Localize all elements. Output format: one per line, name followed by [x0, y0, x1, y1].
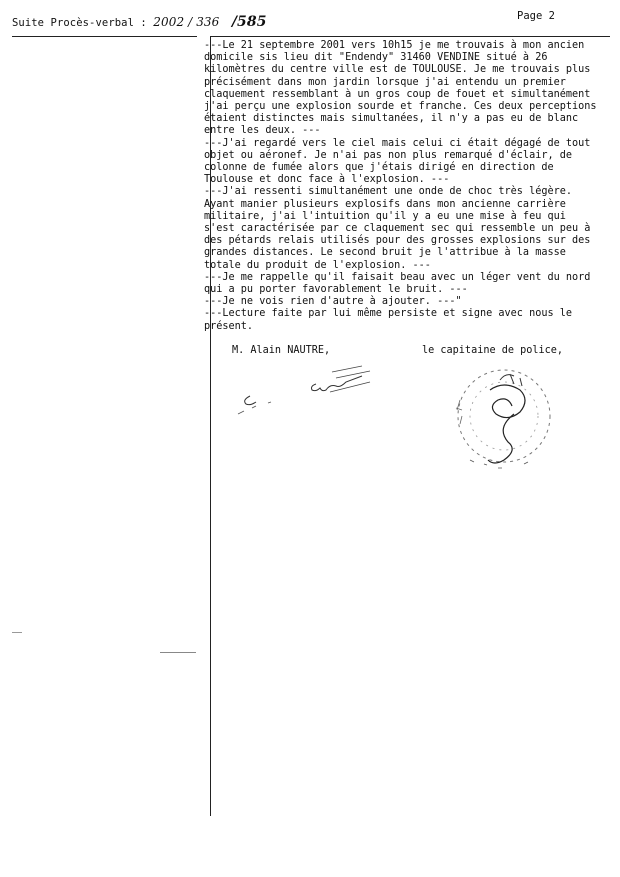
pv-handwritten-ref: 2002 / 336 [153, 15, 220, 29]
statement-line: ---Je ne vois rien d'autre à ajouter. ---" [204, 296, 462, 308]
police-stamp [440, 360, 570, 480]
header-rule-left [12, 36, 197, 37]
statement-line: ---Lecture faite par lui même persiste et signe avec nous le [204, 308, 573, 320]
statement-line: Toulouse et donc face à l'explosion. --- [204, 174, 450, 186]
statement-line: ---J'ai ressenti simultanément une onde de choc très légère. [204, 186, 573, 198]
statement-line: grandes distances. Le second bruit je l'attribue à la masse [204, 247, 566, 259]
page-number: Page 2 [517, 10, 555, 22]
margin-mark [12, 632, 22, 633]
statement-line: totale du produit de l'explosion. --- [204, 259, 431, 271]
statement-line: j'ai perçu une explosion sourde et franche. Ces deux perceptions [204, 101, 597, 113]
margin-mark [160, 652, 196, 653]
statement-line: Ayant manier plusieurs explosifs dans mon ancienne carrière [204, 198, 566, 210]
statement-line: ---Le 21 septembre 2001 vers 10h15 je me trouvais à mon ancien [204, 40, 585, 51]
statement-line: claquement ressemblant à un gros coup de fouet et simultanément [204, 88, 591, 100]
statement-line: objet ou aéronef. Je n'ai pas non plus remarqué d'éclair, de [204, 149, 573, 161]
officer-title: le capitaine de police, [422, 345, 564, 356]
statement-line: présent. [204, 320, 254, 332]
statement-line: ---J'ai regardé vers le ciel mais celui ci était dégagé de tout [204, 137, 591, 149]
pv-header [12, 14, 267, 30]
statement-line: étaient distinctes mais simultanées, il n'y a pas eu de blanc [204, 113, 579, 125]
statement-line: s'est caractérisée par ce claquement sec qui ressemble un peu à [204, 223, 591, 235]
statement-body [204, 40, 610, 333]
statement-line: précisément dans mon jardin lorsque j'ai entendu un premier [204, 76, 566, 88]
pv-handwritten-number: /585 [231, 14, 267, 30]
statement-line: ---Je me rappelle qu'il faisait beau avec un léger vent du nord [204, 271, 591, 283]
header-rule-right [210, 36, 610, 37]
statement-line: des pétards relais utilisés pour des grosses explosions sur des [204, 235, 591, 247]
witness-signature [232, 358, 392, 418]
statement-line: entre les deux. --- [204, 125, 321, 137]
statement-line: militaire, j'ai l'intuition qu'il y a eu une mise à feu qui [204, 210, 566, 222]
statement-line: domicile sis lieu dit "Endendy" 31460 VENDINE situé à 26 [204, 52, 548, 64]
statement-line: kilomètres du centre ville est de TOULOUSE. Je me trouvais plus [204, 64, 591, 76]
statement-line: colonne de fumée alors que j'étais dirigé en direction de [204, 162, 554, 174]
pv-header-label: Suite Procès-verbal : [12, 17, 147, 29]
statement-line: qui a pu porter favorablement le bruit. --- [204, 284, 468, 296]
witness-name: M. Alain NAUTRE, [232, 345, 331, 356]
